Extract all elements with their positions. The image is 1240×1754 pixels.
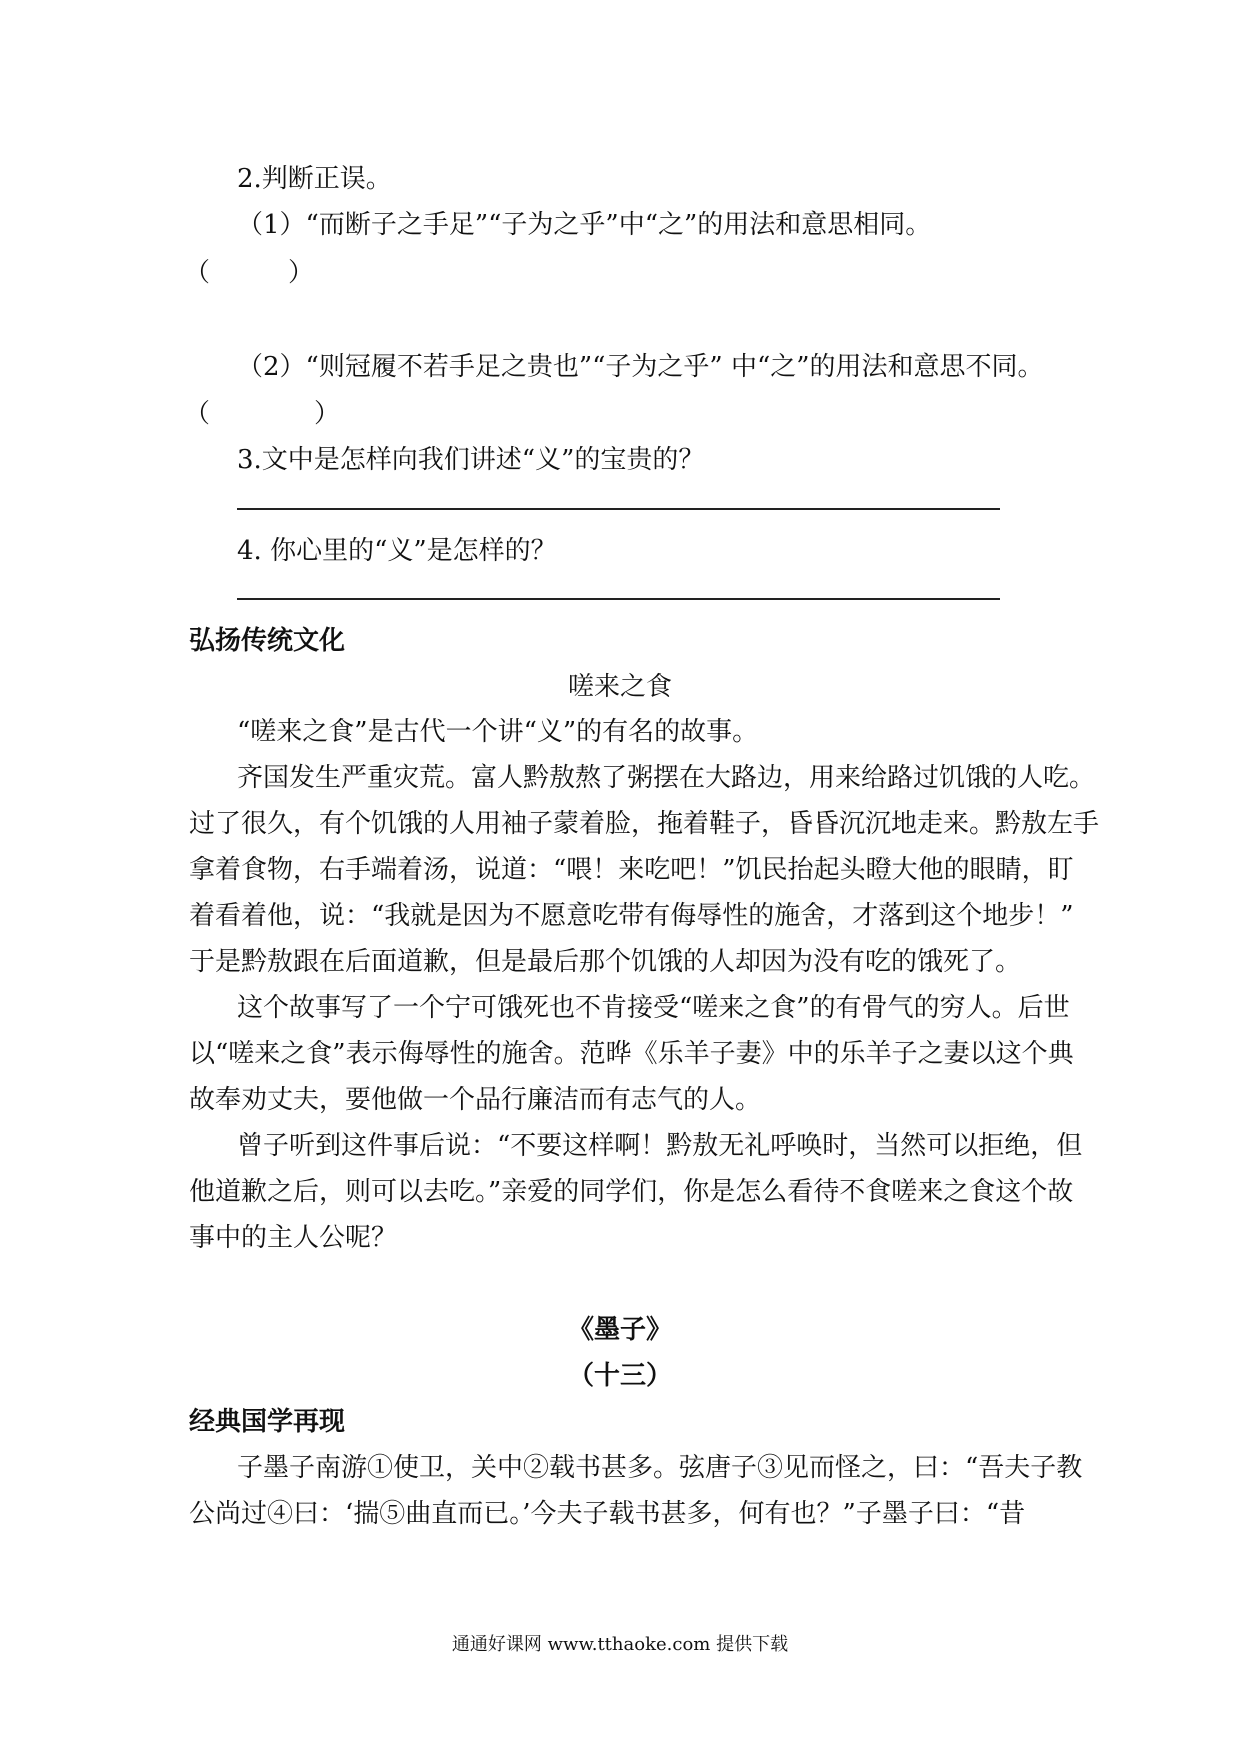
mozi-section-heading: 经典国学再现 xyxy=(189,1407,346,1437)
mozi-text-line: 子墨子南游①使卫，关中②载书甚多。弦唐子③见而怪之，曰：“吾夫子教 xyxy=(237,1453,1083,1483)
story-paragraph-line: 齐国发生严重灾荒。富人黔敖熬了粥摆在大路边，用来给路过饥饿的人吃。 xyxy=(237,763,1096,793)
story-paragraph-line: 拿着食物，右手端着汤，说道：“喂！来吃吧！”饥民抬起头瞪大他的眼睛，盯 xyxy=(189,855,1074,885)
story-paragraph-line: 事中的主人公呢？ xyxy=(189,1223,398,1253)
question-2-2-answer-bracket[interactable]: （ ） xyxy=(184,399,341,429)
culture-section-heading: 弘扬传统文化 xyxy=(189,626,346,656)
question-4-text: 4. 你心里的“义”是怎样的？ xyxy=(237,536,557,566)
story-paragraph-line: 故奉劝丈夫，要他做一个品行廉洁而有志气的人。 xyxy=(189,1085,762,1115)
question-4-answer-line[interactable] xyxy=(237,598,1000,600)
question-2-2-text: （2）“则冠履不若手足之贵也”“子为之乎” 中“之”的用法和意思不同。 xyxy=(237,352,1044,382)
story-paragraph-line: 着看着他，说：“我就是因为不愿意吃带有侮辱性的施舍，才落到这个地步！” xyxy=(189,901,1074,931)
story-paragraph-line: 以“嗟来之食”表示侮辱性的施舍。范晔《乐羊子妻》中的乐羊子之妻以这个典 xyxy=(189,1039,1074,1069)
question-3-text: 3.文中是怎样向我们讲述“义”的宝贵的？ xyxy=(237,445,705,475)
story-paragraph-line: “嗟来之食”是古代一个讲“义”的有名的故事。 xyxy=(237,717,759,747)
question-3-answer-line[interactable] xyxy=(237,508,1000,510)
question-2-1-text: （1）“而断子之手足”“子为之乎”中“之”的用法和意思相同。 xyxy=(237,210,932,240)
story-paragraph-line: 于是黔敖跟在后面道歉，但是最后那个饥饿的人却因为没有吃的饿死了。 xyxy=(189,947,1022,977)
story-paragraph-line: 曾子听到这件事后说：“不要这样啊！黔敖无礼呼唤时，当然可以拒绝，但 xyxy=(237,1131,1083,1161)
mozi-title: 《墨子》 xyxy=(567,1315,672,1345)
story-paragraph-line: 这个故事写了一个宁可饿死也不肯接受“嗟来之食”的有骨气的穷人。后世 xyxy=(237,993,1070,1023)
mozi-text-line: 公尚过④曰：‘揣⑤曲直而已。’今夫子载书甚多，何有也？”子墨子曰：“昔 xyxy=(189,1499,1026,1529)
mozi-subtitle: （十三） xyxy=(567,1361,672,1391)
question-2-1-answer-bracket[interactable]: （ ） xyxy=(184,258,315,288)
page-footer: 通通好课网 www.tthaoke.com 提供下载 xyxy=(451,1634,789,1655)
story-paragraph-line: 过了很久，有个饥饿的人用袖子蒙着脸，拖着鞋子，昏昏沉沉地走来。黔敖左手 xyxy=(189,809,1100,839)
question-2-title: 2.判断正误。 xyxy=(237,164,392,194)
story-title: 嗟来之食 xyxy=(567,672,672,702)
story-paragraph-line: 他道歉之后，则可以去吃。”亲爱的同学们，你是怎么看待不食嗟来之食这个故 xyxy=(189,1177,1074,1207)
